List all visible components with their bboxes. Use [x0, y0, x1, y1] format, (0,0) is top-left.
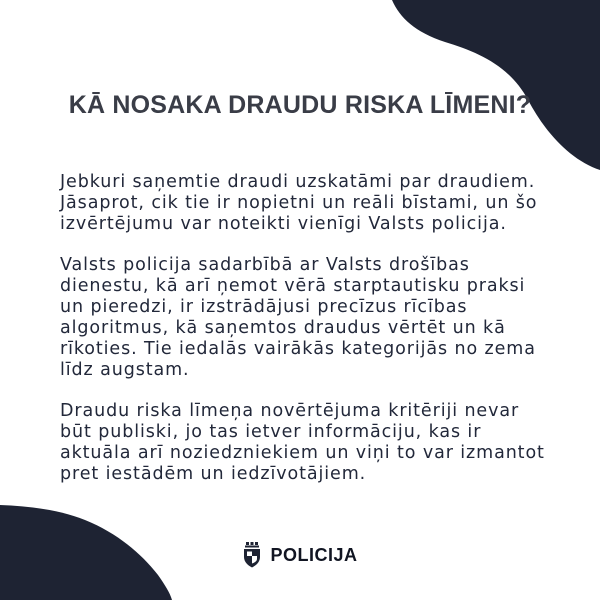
page-title: KĀ NOSAKA DRAUDU RISKA LĪMENI?: [68, 91, 532, 119]
article-body: [60, 172, 550, 505]
brand-name: POLICIJA: [270, 544, 358, 565]
police-crest-icon: [242, 542, 262, 568]
paragraph: Jebkuri saņemtie draudi uzskatāmi par draudiem. Jāsaprot, cik tie ir nopietni un reāli bīstami, un šo izvērtējumu var noteikti vienīgi Valsts policija.: [60, 172, 538, 234]
paragraph: Valsts policija sadarbībā ar Valsts drošības dienestu, kā arī ņemot vērā starptautisku praksi un pieredzi, ir izstrādājusi precīzus rīcības algoritmus, kā saņemtos draudus vērtēt un kā rīkoties. Tie iedalās vairākās kategorijās no zema līdz augstam.: [60, 255, 536, 380]
footer-logo: [0, 540, 600, 570]
paragraph: Draudu riska līmeņa novērtējuma kritēriji nevar būt publiski, jo tas ietver informāciju, kas ir aktuāla arī noziedzniekiem un viņi to var izmantot pret iestādēm un iedzīvotājiem.: [60, 401, 545, 484]
